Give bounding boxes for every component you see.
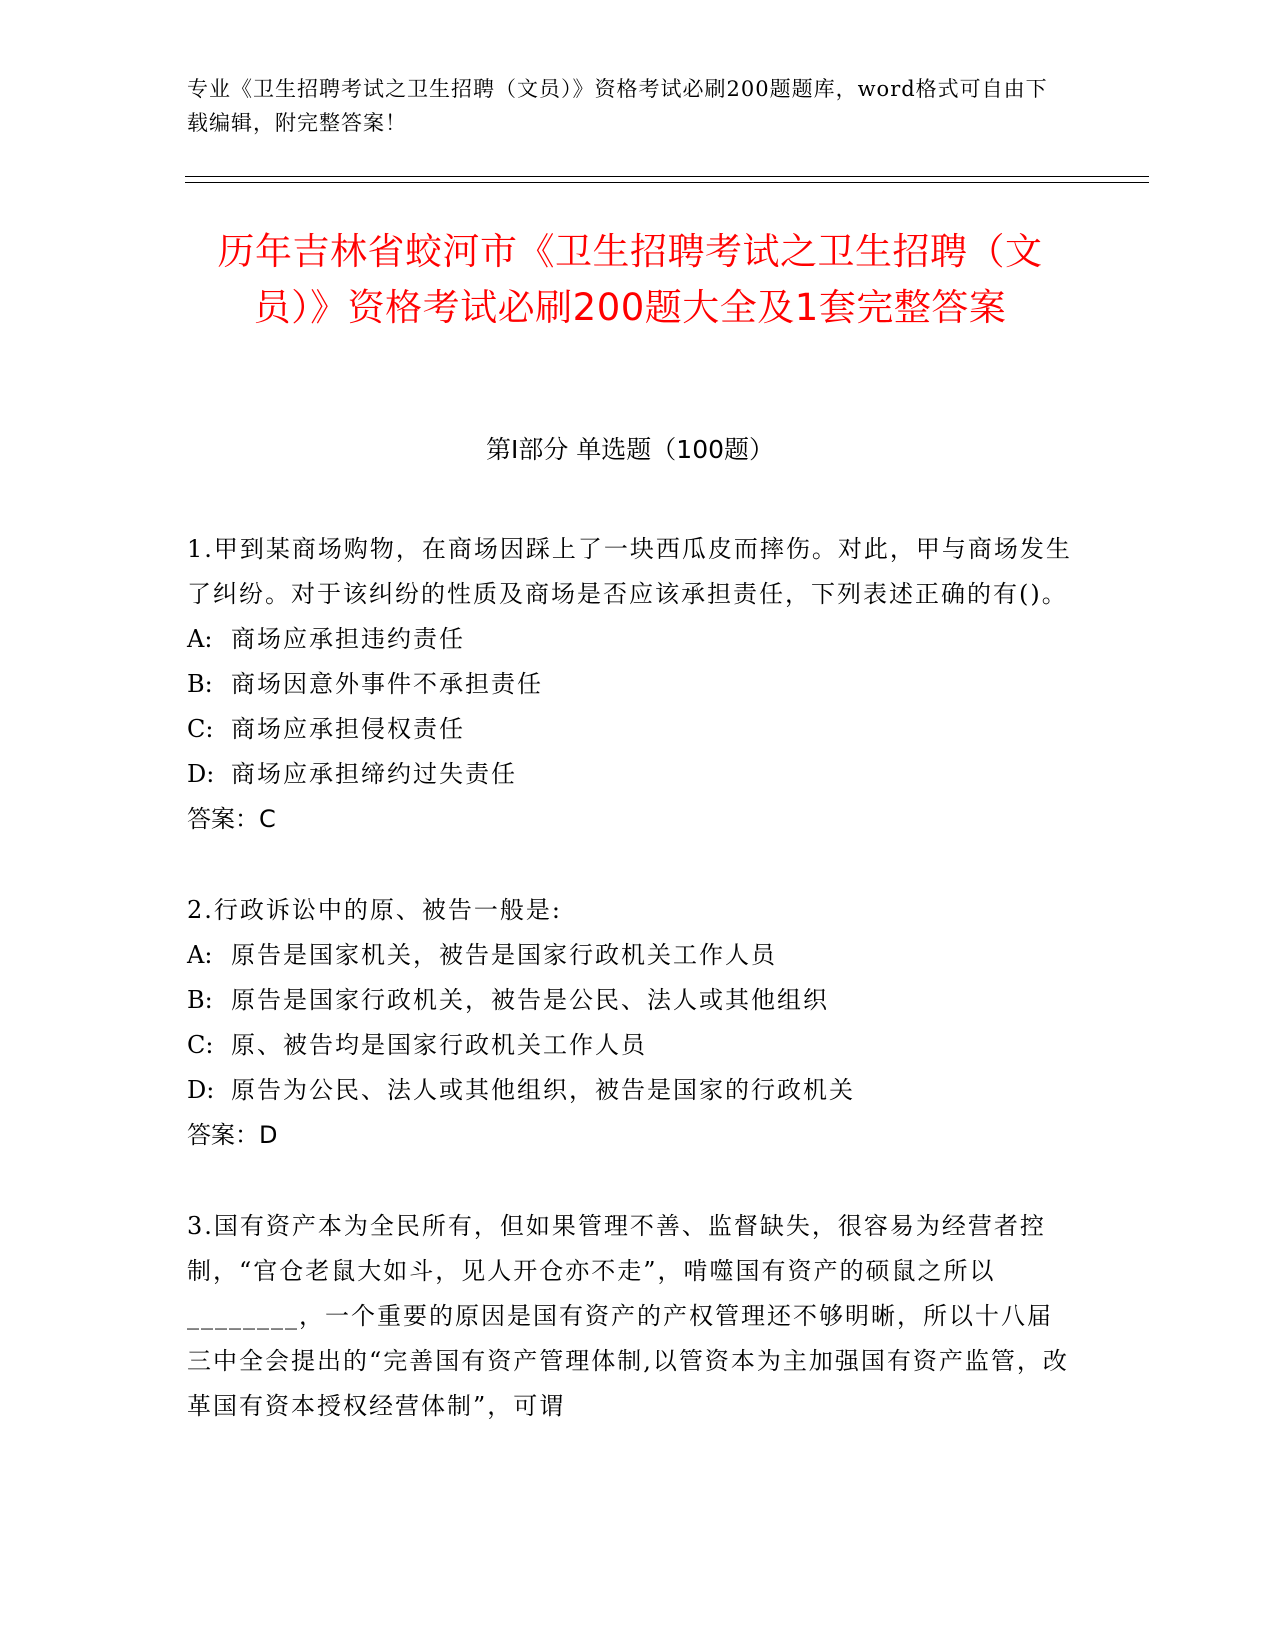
option-text: 原、被告均是国家行政机关工作人员	[231, 1031, 647, 1059]
answer: 答案：C	[187, 805, 276, 833]
option-d	[187, 1068, 1077, 1113]
question-3	[187, 1204, 1077, 1429]
question-list	[187, 527, 1077, 1475]
option-text: 原告是国家机关，被告是国家行政机关工作人员	[231, 941, 777, 969]
option-text: 原告为公民、法人或其他组织，被告是国家的行政机关	[231, 1076, 855, 1104]
option-b	[187, 662, 1077, 707]
question-text: 3.国有资产本为全民所有，但如果管理不善、监督缺失，很容易为经营者控制，“官仓老鼠大如斗，见人开仓亦不走”，啃噬国有资产的硕鼠之所以________，一个重要的原因是国有资产的产权管理还不够明晰，所以十八届三中全会提出的“完善国有资产管理体制,以管资本为主加强国有资产监管，改革国有资本授权经营体制”，可谓	[187, 1212, 1069, 1420]
option-text: 商场应承担侵权责任	[231, 715, 465, 743]
question-text: 2.行政诉讼中的原、被告一般是:	[187, 896, 562, 924]
option-letter: A:	[187, 625, 213, 653]
option-letter: D:	[187, 760, 215, 788]
header-note: 专业《卫生招聘考试之卫生招聘（文员）》资格考试必刷200题题库，word格式可自由下载编辑，附完整答案！	[187, 77, 1048, 135]
option-a	[187, 617, 1077, 662]
option-c	[187, 707, 1077, 752]
option-text: 商场因意外事件不承担责任	[231, 670, 543, 698]
option-letter: C:	[187, 1031, 214, 1059]
section-title: 第I部分 单选题（100题）	[485, 435, 775, 464]
option-b	[187, 978, 1077, 1023]
header-rule	[185, 176, 1149, 177]
option-letter: A:	[187, 941, 213, 969]
question-2	[187, 888, 1077, 1158]
option-c	[187, 1023, 1077, 1068]
header-rule-second	[185, 182, 1149, 183]
answer: 答案：D	[187, 1121, 278, 1149]
option-letter: B:	[187, 670, 213, 698]
option-letter: B:	[187, 986, 213, 1014]
option-letter: D:	[187, 1076, 215, 1104]
document-title: 历年吉林省蛟河市《卫生招聘考试之卫生招聘（文员）》资格考试必刷200题大全及1套完整答案	[217, 230, 1043, 329]
option-letter: C:	[187, 715, 214, 743]
question-1	[187, 527, 1077, 842]
option-text: 原告是国家行政机关，被告是公民、法人或其他组织	[231, 986, 829, 1014]
option-text: 商场应承担违约责任	[231, 625, 465, 653]
option-text: 商场应承担缔约过失责任	[231, 760, 517, 788]
question-text: 1.甲到某商场购物，在商场因踩上了一块西瓜皮而摔伤。对此，甲与商场发生了纠纷。对于该纠纷的性质及商场是否应该承担责任，下列表述正确的有()。	[187, 535, 1072, 608]
option-d	[187, 752, 1077, 797]
option-a	[187, 933, 1077, 978]
